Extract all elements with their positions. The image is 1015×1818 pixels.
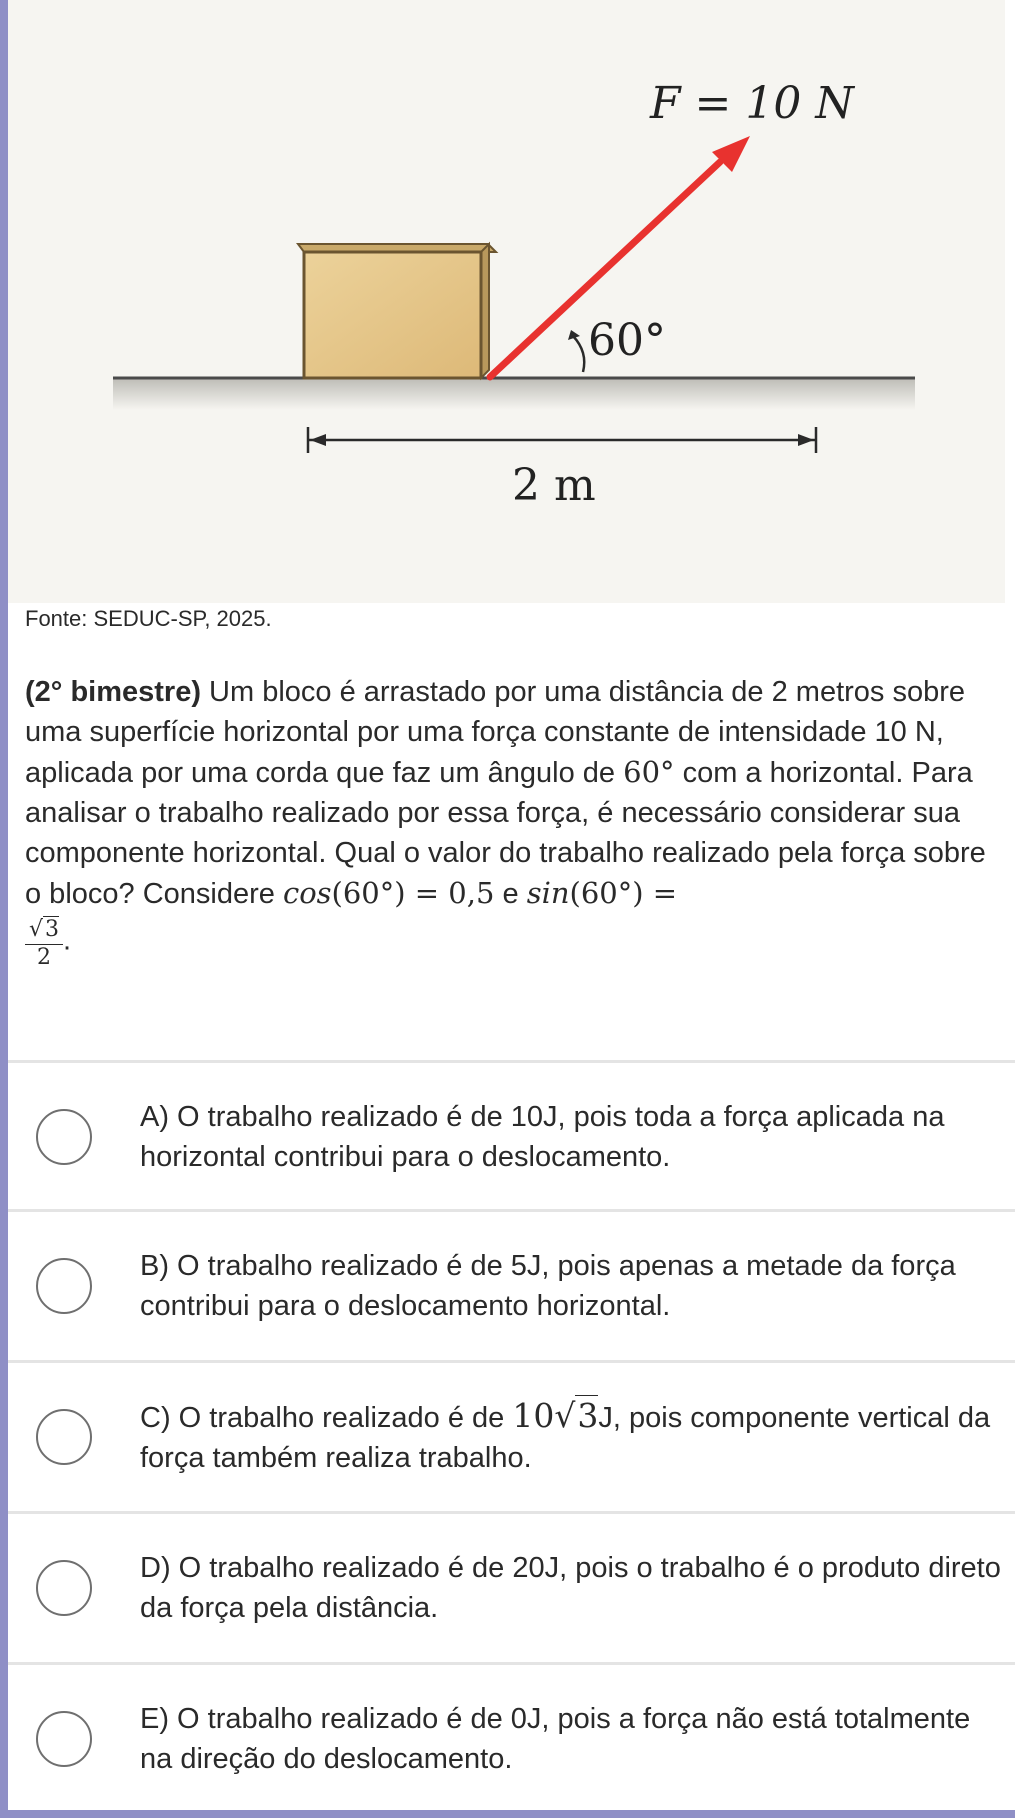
cos-expression: cos(60°) = 0,5	[282, 876, 495, 910]
source-caption: Fonte: SEDUC-SP, 2025.	[25, 606, 272, 631]
distance-label: 2 m	[512, 460, 596, 511]
force-label: F = 10 N	[650, 78, 854, 129]
question-text	[25, 672, 1000, 970]
option-b-text: B) O trabalho realizado é de 5J, pois apenas a metade da força contribui para o deslocamento horizontal.	[140, 1250, 956, 1322]
question-body-2: com a horizontal. Para analisar o trabalho realizado por essa força, é necessário considerar sua componente horizontal. Qual o valor do trabalho realizado pela força sobre o bloco? Considere	[25, 757, 986, 910]
option-d-text: D) O trabalho realizado é de 20J, pois o trabalho é o produto direto da força pela distância.	[140, 1552, 1001, 1624]
question-end: .	[63, 924, 72, 957]
option-a[interactable]	[8, 1063, 1015, 1211]
block-force-diagram	[8, 0, 1005, 603]
option-d[interactable]	[8, 1514, 1015, 1662]
sin-expression: sin(60°) =	[526, 876, 678, 910]
option-a-text: A) O trabalho realizado é de 10J, pois toda a força aplicada na horizontal contribui para o deslocamento.	[140, 1101, 945, 1173]
bottom-accent-bar	[0, 1810, 1015, 1818]
question-prefix: (2° bimestre)	[25, 676, 201, 708]
question-body-1: Um bloco é arrastado por uma distância de 2 metros sobre uma superfície horizontal por uma força constante de intensidade 10 N, aplicada por uma corda que faz um ângulo de	[25, 676, 966, 789]
distance-arrow	[308, 427, 816, 453]
radio-button-d[interactable]	[36, 1560, 92, 1616]
radio-button-a[interactable]	[36, 1109, 92, 1165]
option-e[interactable]	[8, 1665, 1015, 1813]
radio-button-e[interactable]	[36, 1711, 92, 1767]
radio-button-b[interactable]	[36, 1258, 92, 1314]
option-c-text: C) O trabalho realizado é de 10√3J, pois componente vertical da força também realiza trabalho.	[140, 1396, 991, 1474]
radio-button-c[interactable]	[36, 1409, 92, 1465]
ten-root-three: 10√3	[512, 1396, 599, 1435]
option-b[interactable]	[8, 1212, 1015, 1360]
option-e-text: E) O trabalho realizado é de 0J, pois a força não está totalmente na direção do deslocamento.	[140, 1703, 971, 1775]
left-accent-bar	[0, 0, 8, 1818]
option-c[interactable]	[8, 1363, 1015, 1511]
physics-figure	[8, 0, 1005, 603]
angle-label: 60°	[588, 315, 666, 366]
angle-value: 60°	[623, 755, 675, 789]
angle-arc	[573, 336, 584, 372]
block	[298, 244, 496, 378]
ground-surface	[113, 378, 915, 410]
sqrt3-over-2: $\frac{√3}{2}$	[25, 918, 63, 970]
connector: e	[494, 878, 527, 910]
